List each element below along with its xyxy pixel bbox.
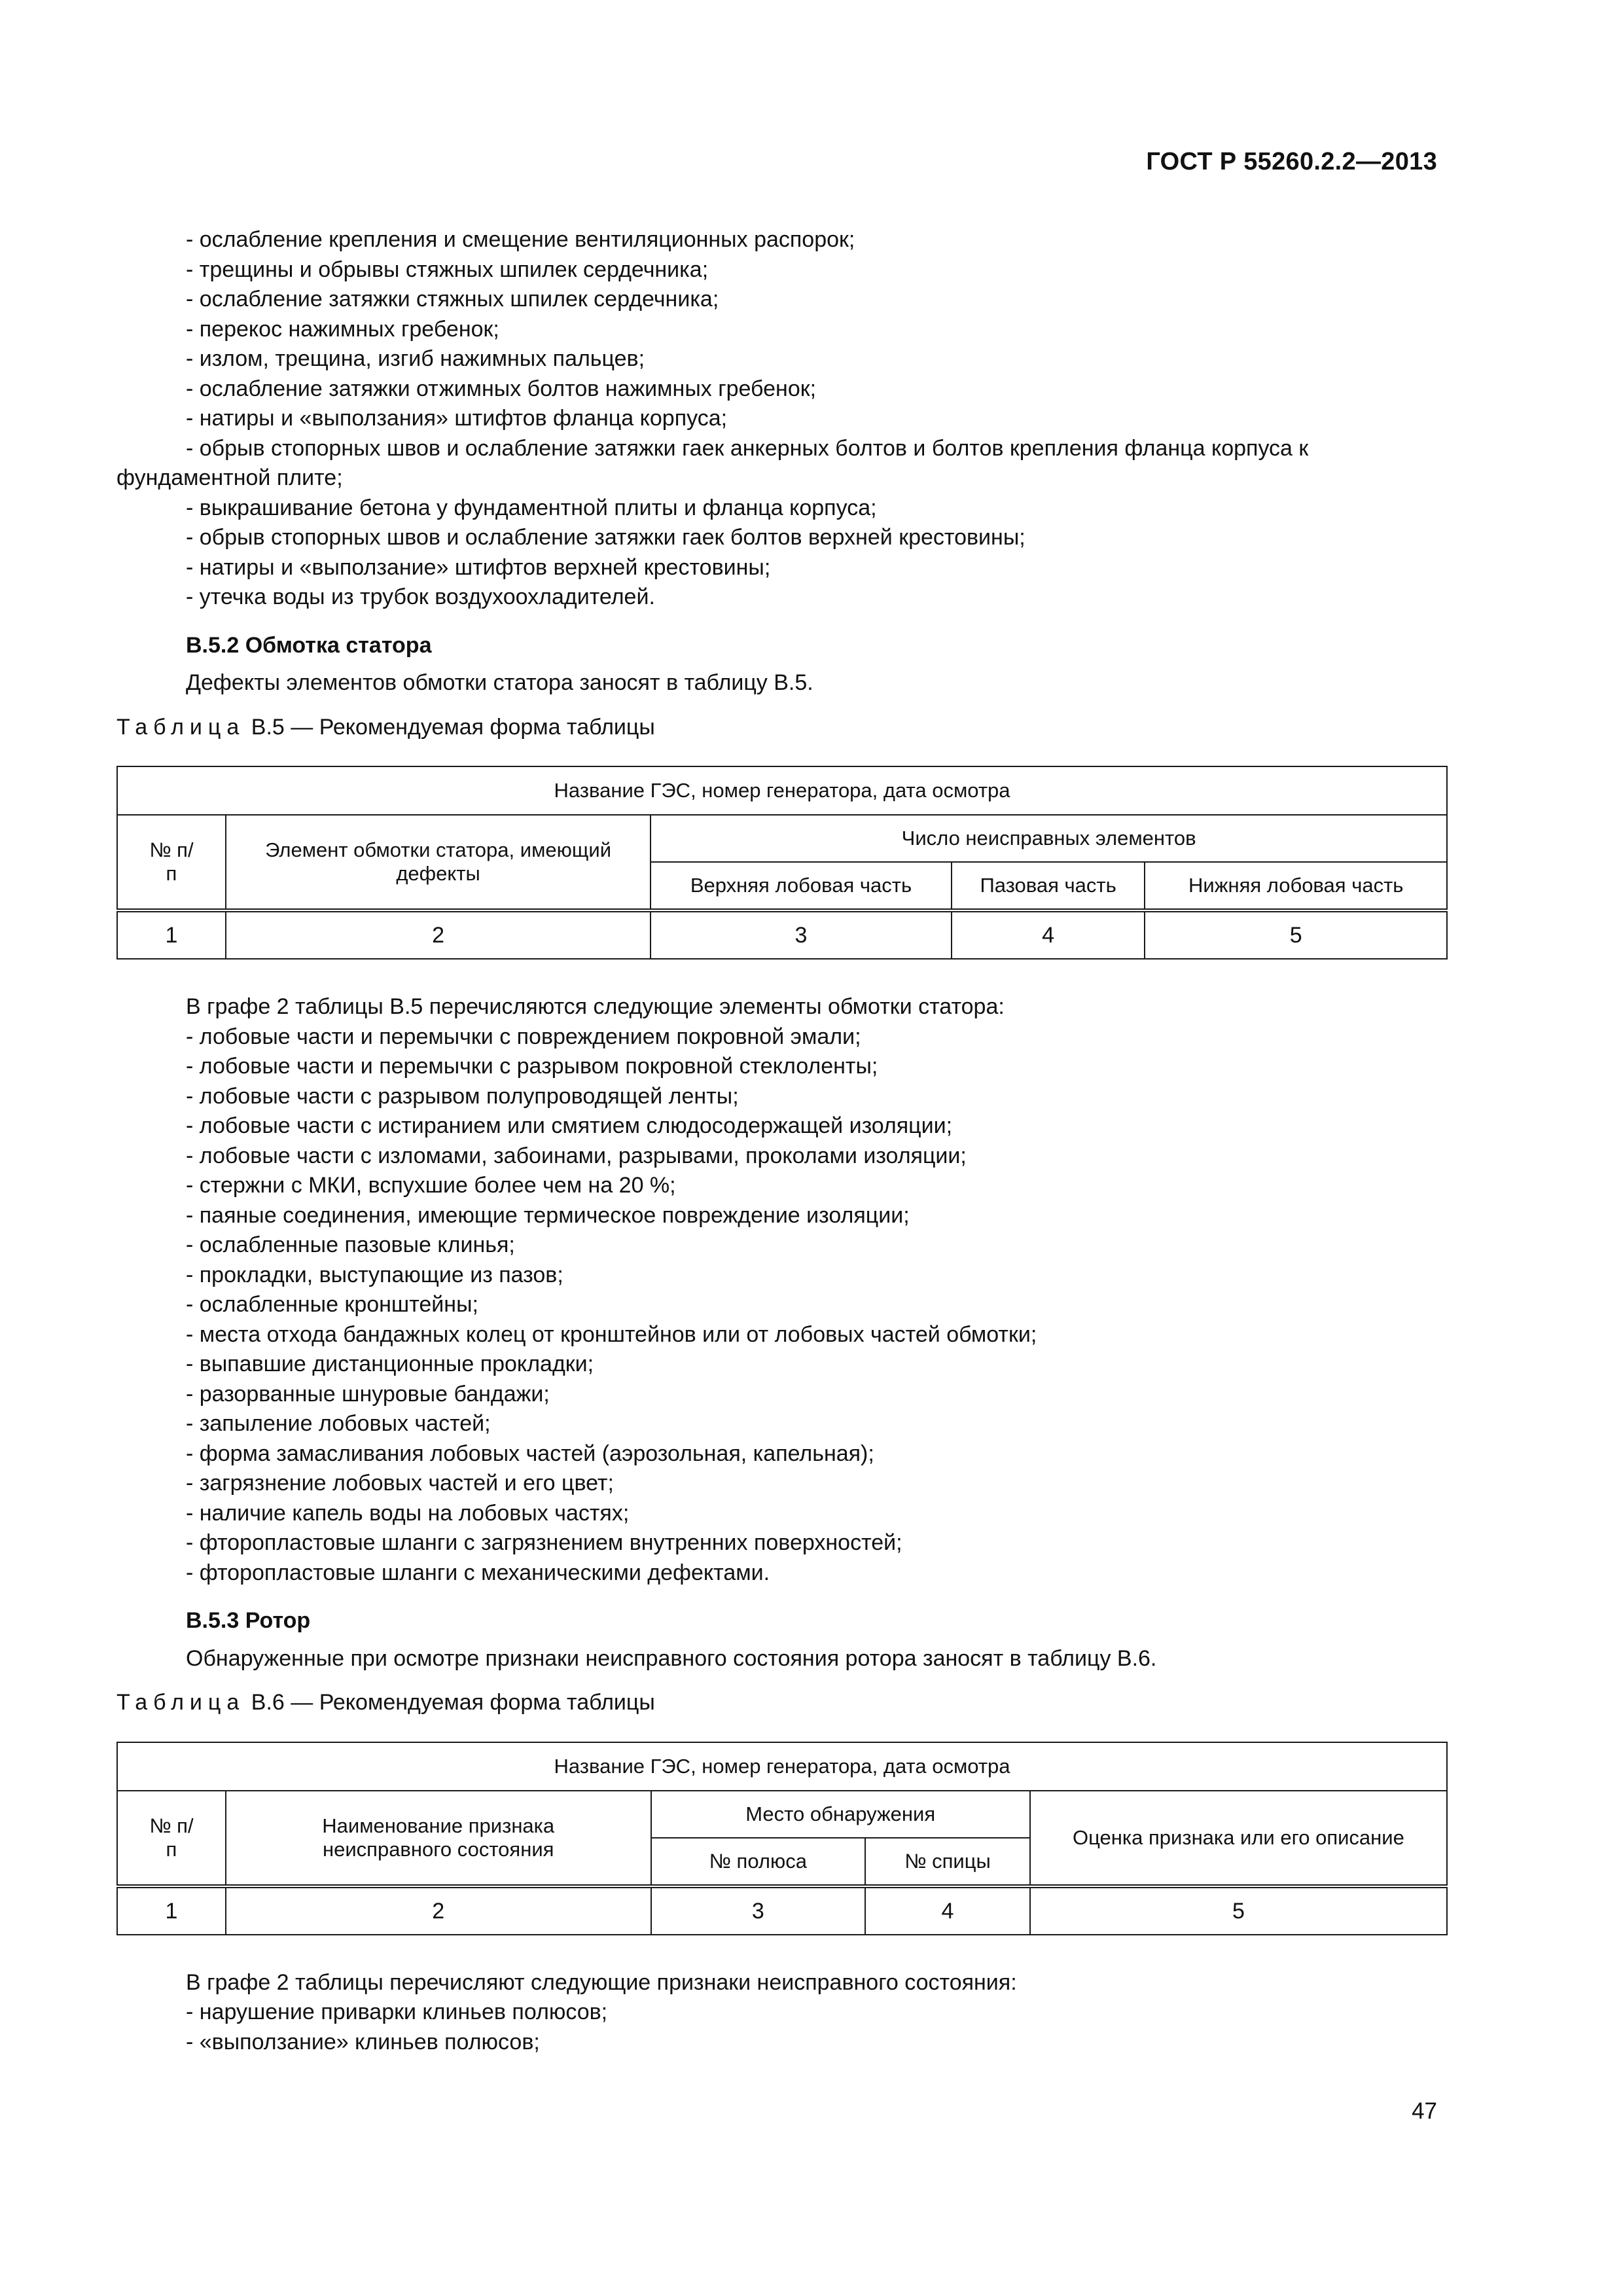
table-b5-colnum-1: 1 — [117, 910, 226, 959]
table-b6-col-name: Наименование признака неисправного состояния — [226, 1791, 651, 1886]
list-item: - паяные соединения, имеющие термическое повреждение изоляции; — [186, 1202, 910, 1228]
list-item: - ослабление затяжки отжимных болтов нажимных гребенок; — [186, 376, 817, 401]
list-item: - ослабленные кронштейны; — [186, 1292, 478, 1317]
list-item: - нарушение приварки клиньев полюсов; — [186, 2000, 608, 2024]
list-item: - разорванные шнуровые бандажи; — [186, 1381, 550, 1407]
list-item: - фторопластовые шланги с механическими дефектами. — [186, 1560, 770, 1585]
table-caption-prefix: Таблица — [116, 714, 245, 740]
list-item: - трещины и обрывы стяжных шпилек сердечника; — [186, 257, 709, 282]
table-b5 — [116, 766, 1448, 960]
table-b6-caption — [116, 1688, 1448, 1718]
table-b6-col-group: Место обнаружения — [651, 1791, 1030, 1838]
table-b6 — [116, 1742, 1448, 1935]
section-b53-intro: Обнаруженные при осмотре признаки неисправного состояния ротора заносят в таблицу В.6. — [186, 1645, 1157, 1671]
list-item: - прокладки, выступающие из пазов; — [186, 1262, 563, 1287]
list-item: - выкрашивание бетона у фундаментной плиты и фланца корпуса; — [186, 495, 877, 520]
section-heading-b53: В.5.3 Ротор — [186, 1608, 311, 1633]
list-item: - «выползание» клиньев полюсов; — [186, 2029, 540, 2054]
table-b6-subcol-spoke: № спицы — [865, 1838, 1030, 1886]
list-item: - ослабление крепления и смещение вентиляционных распорок; — [186, 227, 855, 252]
table-b5-colnum-2: 2 — [226, 910, 651, 959]
list-item: - лобовые части с разрывом полупроводящей ленты; — [186, 1083, 739, 1109]
list-item: - ослабление затяжки стяжных шпилек сердечника; — [186, 287, 719, 312]
list-item: - форма замасливания лобовых частей (аэрозольная, капельная); — [186, 1441, 874, 1466]
list-item: - запыление лобовых частей; — [186, 1411, 491, 1436]
list-item: - ослабленные пазовые клинья; — [186, 1232, 515, 1257]
list-item: - выпавшие дистанционные прокладки; — [186, 1352, 594, 1376]
list-item: - натиры и «выползания» штифтов фланца корпуса; — [186, 406, 728, 431]
list-item: - места отхода бандажных колец от кронштейнов или от лобовых частей обмотки; — [186, 1321, 1037, 1347]
table-b6-colnum-4: 4 — [865, 1886, 1030, 1935]
table-b5-caption — [116, 713, 1448, 743]
table-b5-subcol-lower: Нижняя лобовая часть — [1145, 862, 1447, 910]
table-b5-col-element: Элемент обмотки статора, имеющий дефекты — [226, 815, 651, 910]
list-item: - загрязнение лобовых частей и его цвет; — [186, 1471, 614, 1496]
table-b6-colnum-5: 5 — [1030, 1886, 1447, 1935]
list-item: - натиры и «выползание» штифтов верхней крестовины; — [186, 554, 771, 580]
table-b5-col-num: № п/п — [117, 815, 226, 910]
table-b6-list-intro: В графе 2 таблицы перечисляют следующие признаки неисправного состояния: — [186, 1969, 1017, 1995]
table-b6-subcol-pole: № полюса — [651, 1838, 866, 1886]
list-item: - обрыв стопорных швов и ослабление затяжки гаек болтов верхней крестовины; — [186, 525, 1026, 550]
list-item: - наличие капель воды на лобовых частях; — [186, 1500, 630, 1526]
table-caption-prefix: Таблица — [116, 1690, 245, 1715]
table-b6-colnum-3: 3 — [651, 1886, 866, 1935]
list-item: - лобовые части и перемычки с разрывом покровной стеклоленты; — [186, 1054, 878, 1079]
list-item: - утечка воды из трубок воздухоохладителей. — [186, 584, 655, 609]
section-heading-b52: В.5.2 Обмотка статора — [186, 632, 432, 658]
table-b5-title: Название ГЭС, номер генератора, дата осмотра — [117, 766, 1447, 815]
list-item: - стержни с МКИ, вспухшие более чем на 20 %; — [186, 1173, 676, 1198]
continued-defect-list — [116, 225, 1448, 613]
document-code: ГОСТ Р 55260.2.2—2013 — [1146, 148, 1437, 175]
page-content — [116, 225, 1448, 2057]
table-b5-list-intro: В графе 2 таблицы В.5 перечисляются следующие элементы обмотки статора: — [186, 994, 1005, 1019]
list-item: - перекос нажимных гребенок; — [186, 316, 499, 342]
table-caption-text: В.6 — Рекомендуемая форма таблицы — [251, 1690, 655, 1715]
list-item: - лобовые части с истиранием или смятием слюдосодержащей изоляции; — [186, 1113, 953, 1138]
table-b5-subcol-upper: Верхняя лобовая часть — [651, 862, 951, 910]
table-caption-text: В.5 — Рекомендуемая форма таблицы — [251, 714, 655, 740]
table-b6-col-assessment: Оценка признака или его описание — [1030, 1791, 1447, 1886]
table-b6-colnum-1: 1 — [117, 1886, 226, 1935]
table-b5-colnum-4: 4 — [952, 910, 1145, 959]
section-b52-intro: Дефекты элементов обмотки статора заносят в таблицу В.5. — [186, 670, 813, 695]
table-b6-col-num: № п/п — [117, 1791, 226, 1886]
table-b5-colnum-5: 5 — [1145, 910, 1447, 959]
rotor-defect-sign-list — [116, 1998, 1448, 2057]
table-b5-subcol-slot: Пазовая часть — [952, 862, 1145, 910]
list-item: - обрыв стопорных швов и ослабление затяжки гаек анкерных болтов и болтов крепления фланца корпуса к фундаментной плите; — [116, 435, 1309, 490]
stator-winding-element-list — [116, 1022, 1448, 1588]
list-item: - фторопластовые шланги с загрязнением внутренних поверхностей; — [186, 1530, 902, 1555]
page-number: 47 — [1412, 2098, 1437, 2124]
list-item: - излом, трещина, изгиб нажимных пальцев; — [186, 346, 645, 371]
table-b5-col-group: Число неисправных элементов — [651, 815, 1447, 862]
list-item: - лобовые части и перемычки с повреждением покровной эмали; — [186, 1024, 861, 1049]
table-b5-colnum-3: 3 — [651, 910, 951, 959]
table-b6-colnum-2: 2 — [226, 1886, 651, 1935]
table-b6-title: Название ГЭС, номер генератора, дата осмотра — [117, 1742, 1447, 1791]
list-item: - лобовые части с изломами, забоинами, разрывами, проколами изоляции; — [186, 1143, 967, 1168]
